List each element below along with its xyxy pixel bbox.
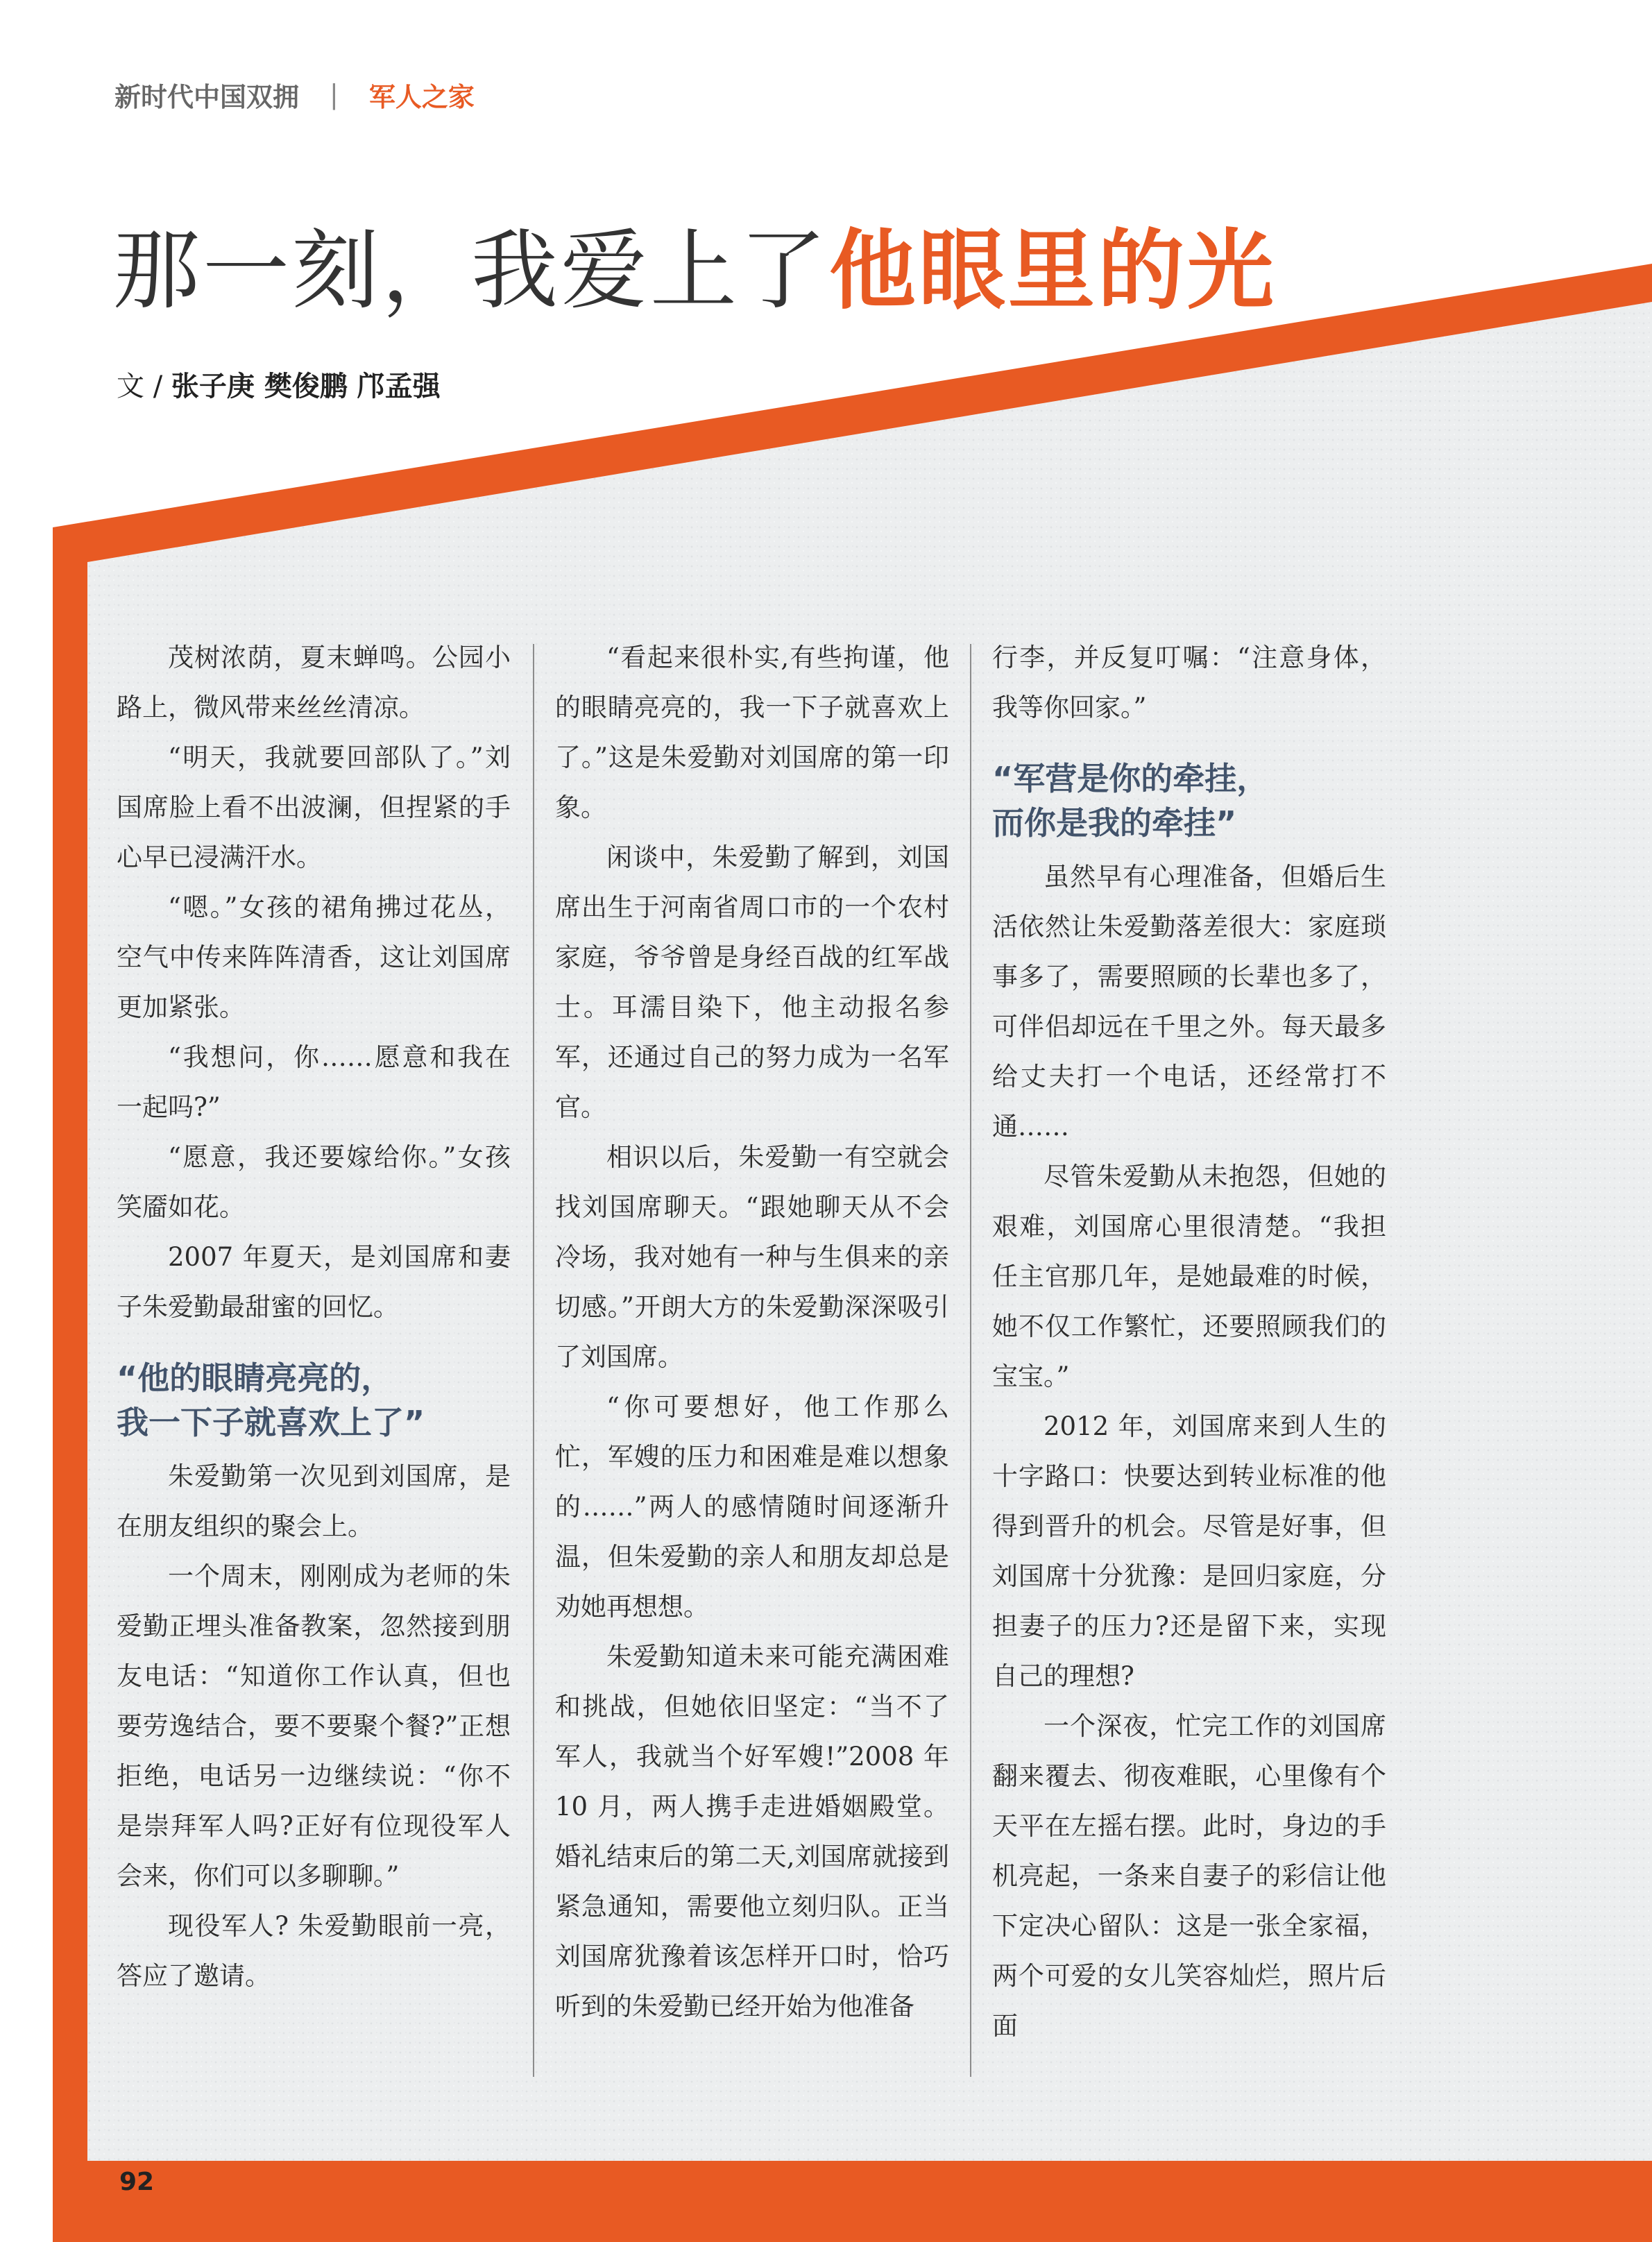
paragraph: “你可要想好，他工作那么忙，军嫂的压力和困难是难以想象的……”两人的感情随时间逐渐升温，但朱爱勤的亲人和朋友却总是劝她再想想。 — [555, 1392, 949, 1622]
paragraph: 相识以后，朱爱勤一有空就会找刘国席聊天。“跟她聊天从不会冷场，我对她有一种与生俱来的亲切感。”开朗大方的朱爱勤深深吸引了刘国席。 — [555, 1142, 949, 1372]
title-plain: 那一刻，我爱上了 — [113, 221, 829, 321]
paragraph: 现役军人? 朱爱勤眼前一亮，答应了邀请。 — [117, 1911, 511, 1991]
text-column-3 — [992, 633, 1386, 2051]
heading-line: “军营是你的牵挂， — [992, 760, 1269, 797]
header-separator: | — [330, 79, 339, 110]
paragraph: 2007 年夏天，是刘国席和妻子朱爱勤最甜蜜的回忆。 — [117, 1242, 511, 1322]
paragraph: 尽管朱爱勤从未抱怨，但她的艰难，刘国席心里很清楚。“我担任主官那几年，是她最难的时候，她不仅工作繁忙，还要照顾我们的宝宝。” — [992, 1162, 1386, 1391]
paragraph: 茂树浓荫，夏末蝉鸣。公园小路上，微风带来丝丝清凉。 — [117, 643, 511, 722]
page-header — [114, 74, 475, 115]
paragraph: “嗯。”女孩的裙角拂过花丛，空气中传来阵阵清香，这让刘国席更加紧张。 — [117, 892, 511, 1022]
text-column-1 — [117, 633, 511, 2001]
paragraph: “看起来很朴实,有些拘谨，他的眼睛亮亮的，我一下子就喜欢上了。”这是朱爱勤对刘国席的第一印象。 — [555, 643, 949, 822]
title-highlight: 他眼里的光 — [829, 221, 1277, 321]
byline — [117, 364, 441, 404]
byline-authors: 张子庚 樊俊鹏 邝孟强 — [171, 371, 441, 402]
article-title — [113, 219, 1277, 323]
paragraph: “我想问，你……愿意和我在一起吗?” — [117, 1042, 511, 1122]
heading-line: 我一下子就喜欢上了” — [117, 1404, 425, 1441]
heading-line: “他的眼睛亮亮的， — [117, 1359, 393, 1397]
paragraph: 虽然早有心理准备，但婚后生活依然让朱爱勤落差很大：家庭琐事多了，需要照顾的长辈也多了，可伴侣却远在千里之外。每天最多给丈夫打一个电话，还经常打不通…… — [992, 862, 1386, 1141]
column-divider — [970, 644, 971, 2077]
paragraph: 一个周末，刚刚成为老师的朱爱勤正埋头准备教案，忽然接到朋友电话：“知道你工作认真，但也要劳逸结合，要不要聚个餐?”正想拒绝，电话另一边继续说：“你不是崇拜军人吗?正好有位现役军人会来，你们可以多聊聊。” — [117, 1561, 511, 1891]
paragraph: 一个深夜，忙完工作的刘国席翻来覆去、彻夜难眠，心里像有个天平在左摇右摆。此时，身边的手机亮起，一条来自妻子的彩信让他下定决心留队：这是一张全家福，两个可爱的女儿笑容灿烂，照片后面 — [992, 1711, 1386, 2041]
paragraph: 闲谈中，朱爱勤了解到，刘国席出生于河南省周口市的一个农村家庭，爷爷曾是身经百战的红军战士。耳濡目染下，他主动报名参军，还通过自己的努力成为一名军官。 — [555, 842, 949, 1122]
magazine-name: 新时代中国双拥 — [114, 81, 300, 112]
byline-prefix: 文 / — [117, 371, 171, 402]
paragraph: 朱爱勤第一次见到刘国席，是在朋友组织的聚会上。 — [117, 1461, 511, 1541]
paragraph: “明天，我就要回部队了。”刘国席脸上看不出波澜，但捏紧的手心早已浸满汗水。 — [117, 742, 511, 872]
paragraph: 朱爱勤知道未来可能充满困难和挑战，但她依旧坚定：“当不了军人，我就当个好军嫂!”2008 年 10 月，两人携手走进婚姻殿堂。婚礼结束后的第二天,刘国席就接到紧急通知，需要他立刻归队。正当刘国席犹豫着该怎样开口时，恰巧听到的朱爱勤已经开始为他准备 — [555, 1642, 949, 2021]
paragraph-continued: 行李，并反复叮嘱：“注意身体，我等你回家。” — [992, 643, 1386, 722]
page-number: 92 — [119, 2168, 155, 2196]
paragraph: 2012 年，刘国席来到人生的十字路口：快要达到转业标准的他得到晋升的机会。尽管是好事，但刘国席十分犹豫：是回归家庭，分担妻子的压力?还是留下来，实现自己的理想? — [992, 1411, 1386, 1691]
paragraph: “愿意，我还要嫁给你。”女孩笑靥如花。 — [117, 1142, 511, 1222]
section-name: 军人之家 — [368, 81, 475, 112]
text-column-2 — [555, 633, 949, 2032]
column-divider — [533, 644, 534, 2077]
heading-line: 而你是我的牵挂” — [992, 804, 1237, 842]
section-heading — [117, 1356, 511, 1445]
section-heading — [992, 756, 1386, 845]
